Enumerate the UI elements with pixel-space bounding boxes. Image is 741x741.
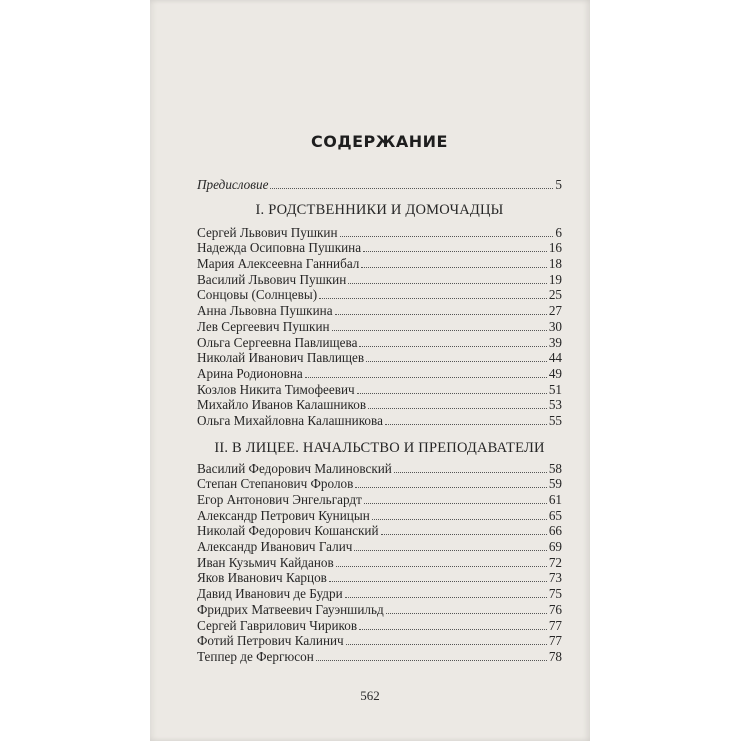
toc-entry[interactable] [197, 508, 562, 524]
toc-entry-preface[interactable] [197, 177, 562, 193]
bleed-through-line [198, 76, 566, 86]
toc-entry-page: 66 [548, 523, 562, 539]
toc-entry[interactable] [197, 570, 562, 586]
toc-entry-name: Степан Степанович Фролов [197, 476, 354, 492]
dot-leader [355, 487, 546, 488]
dot-leader [329, 581, 547, 582]
toc-entry-name: Ольга Сергеевна Павлищева [197, 334, 358, 350]
toc-entry-page: 18 [548, 256, 562, 272]
toc-entry-name: Давид Иванович де Будри [197, 586, 343, 602]
toc-entry-page: 44 [548, 350, 562, 366]
toc-entry-name: Иван Кузьмич Кайданов [197, 554, 334, 570]
toc-entry[interactable] [197, 382, 562, 398]
toc-entry[interactable] [197, 319, 562, 335]
toc-entry[interactable] [197, 602, 562, 618]
toc-entry-name: Лев Сергеевич Пушкин [197, 318, 330, 334]
dot-leader [357, 393, 547, 394]
toc-entry[interactable] [197, 240, 562, 256]
dot-leader [319, 298, 547, 299]
toc-entry-name: Сонцовы (Солнцевы) [197, 287, 318, 303]
toc-entry[interactable] [197, 366, 562, 382]
toc-entry[interactable] [197, 523, 562, 539]
dot-leader [394, 472, 547, 473]
page-number: 562 [360, 688, 380, 703]
toc-entry-name: Фотий Петрович Калинич [197, 633, 344, 649]
toc-entry-name: Николай Федорович Кошанский [197, 523, 379, 539]
toc-entry-name: Ольга Михайловна Калашникова [197, 412, 383, 428]
toc-heading: СОДЕРЖАНИЕ [311, 132, 448, 151]
toc-entry[interactable] [197, 461, 562, 477]
dot-leader [386, 613, 547, 614]
toc-entry-page: 75 [548, 586, 562, 602]
toc-entry-name: Мария Алексеевна Ганнибал [197, 256, 360, 272]
toc-entry[interactable] [197, 476, 562, 492]
toc-entry-name: Василий Федорович Малиновский [197, 460, 392, 476]
dot-leader [305, 377, 547, 378]
toc-entry-name: Александр Иванович Галич [197, 539, 353, 555]
toc-entry[interactable] [197, 633, 562, 649]
toc-entry-page: 51 [548, 381, 562, 397]
toc-entry[interactable] [197, 539, 562, 555]
toc-entry[interactable] [197, 397, 562, 413]
dot-leader [340, 236, 554, 237]
dot-leader [346, 644, 547, 645]
toc-entry-name: Предисловие [197, 177, 269, 192]
toc-entry-page: 5 [555, 177, 562, 192]
toc-entry[interactable] [197, 555, 562, 571]
dot-leader [372, 519, 547, 520]
toc-entry-name: Егор Антонович Энгельгардт [197, 492, 362, 507]
toc-entry-name: Василий Львович Пушкин [197, 271, 347, 287]
toc-entry-page: 55 [548, 412, 562, 428]
toc-entry-name: Козлов Никита Тимофеевич [197, 381, 355, 397]
toc-entry-page: 19 [548, 271, 562, 287]
dot-leader [345, 597, 547, 598]
toc-entry-page: 69 [548, 539, 562, 555]
section-title: II. В ЛИЦЕЕ. НАЧАЛЬСТВО И ПРЕПОДАВАТЕЛИ [214, 439, 545, 456]
toc-entry[interactable] [197, 350, 562, 366]
toc-entry-name: Анна Львовна Пушкина [197, 303, 333, 319]
table-of-contents [197, 132, 562, 665]
toc-entry[interactable] [197, 225, 562, 241]
dot-leader [385, 424, 547, 425]
toc-entry-page: 65 [548, 507, 562, 523]
toc-entry-page: 76 [548, 601, 562, 617]
toc-entry-name: Сергей Львович Пушкин [197, 224, 338, 240]
toc-entry-name: Яков Иванович Карцов [197, 570, 327, 586]
dot-leader [270, 188, 553, 189]
dot-leader [366, 361, 547, 362]
toc-entry-page: 27 [548, 303, 562, 319]
bleed-through-line [198, 44, 566, 54]
dot-leader [336, 566, 547, 567]
toc-entry-name: Теппер де Фергюсон [197, 648, 314, 664]
dot-leader [335, 314, 547, 315]
dot-leader [361, 267, 546, 268]
toc-entry-page: 72 [548, 554, 562, 570]
toc-entry-page: 16 [548, 240, 562, 256]
toc-sections [197, 201, 562, 665]
toc-entry[interactable] [197, 256, 562, 272]
dot-leader [332, 330, 547, 331]
book-page [150, 0, 590, 741]
dot-leader [354, 550, 546, 551]
toc-entry[interactable] [197, 287, 562, 303]
toc-entry[interactable] [197, 413, 562, 429]
bleed-through-line [198, 108, 566, 118]
toc-entry[interactable] [197, 649, 562, 665]
bleed-through-line [198, 60, 566, 70]
toc-entry-name: Николай Иванович Павлищев [197, 350, 365, 366]
toc-entry-page: 6 [555, 224, 562, 240]
dot-leader [348, 283, 547, 284]
dot-leader [368, 408, 547, 409]
toc-entry[interactable] [197, 272, 562, 288]
toc-entry-page: 61 [548, 492, 562, 507]
dot-leader [363, 251, 547, 252]
toc-entry-page: 30 [548, 318, 562, 334]
toc-entry-page: 58 [548, 460, 562, 476]
toc-entry-page: 78 [548, 648, 562, 664]
toc-entry-page: 59 [548, 476, 562, 492]
toc-entry-page: 73 [548, 570, 562, 586]
dot-leader [359, 346, 546, 347]
toc-entry-name: Арина Родионовна [197, 365, 303, 381]
toc-entry-name: Надежда Осиповна Пушкина [197, 240, 362, 256]
section-title: I. РОДСТВЕННИКИ И ДОМОЧАДЦЫ [255, 201, 504, 218]
toc-entry-page: 53 [548, 397, 562, 413]
dot-leader [316, 660, 547, 661]
toc-entry[interactable] [197, 335, 562, 351]
toc-entry-page: 77 [548, 633, 562, 649]
toc-entry-name: Фридрих Матвеевич Гауэншильд [197, 601, 384, 617]
bleed-through-line [198, 92, 566, 102]
toc-entry[interactable] [197, 492, 562, 508]
dot-leader [381, 534, 547, 535]
dot-leader [364, 503, 547, 504]
toc-entry-page: 39 [548, 334, 562, 350]
toc-entry-name: Александр Петрович Куницын [197, 507, 370, 523]
toc-entry[interactable] [197, 618, 562, 634]
toc-entry-name: Сергей Гаврилович Чириков [197, 617, 358, 633]
toc-entry-page: 49 [548, 365, 562, 381]
toc-entry[interactable] [197, 586, 562, 602]
toc-entry-page: 25 [548, 287, 562, 303]
dot-leader [359, 629, 547, 630]
toc-entry[interactable] [197, 303, 562, 319]
toc-entry-name: Михайло Иванов Калашников [197, 397, 367, 413]
toc-entry-page: 77 [548, 617, 562, 633]
